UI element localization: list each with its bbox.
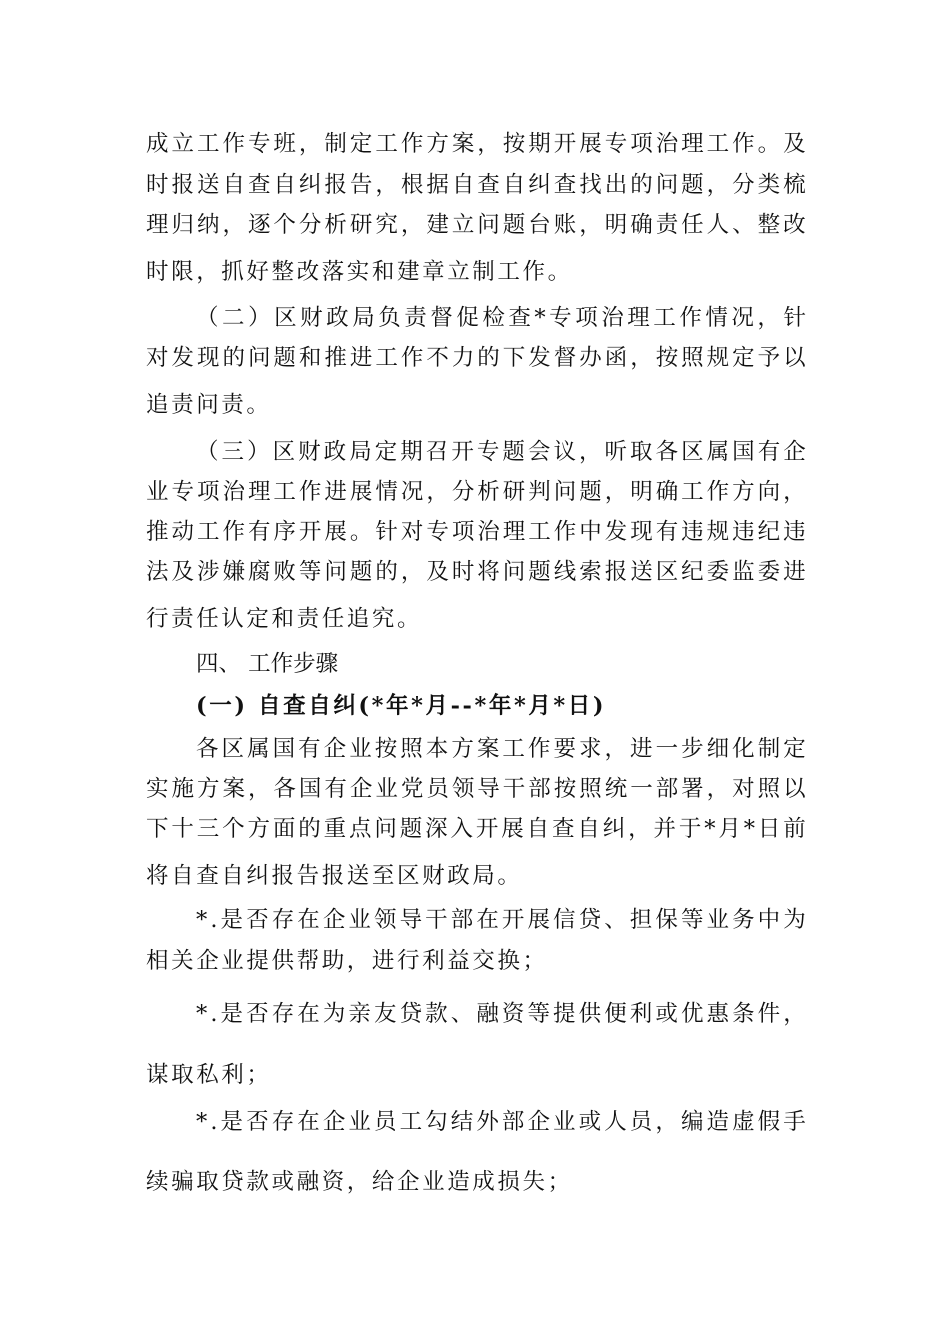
section-heading: 四、 工作步骤 [196, 651, 339, 677]
paragraph-line: 成 立 工 作 专 班 ， 制 定 工 作 方 案 ， 按 期 开 展 专 项 治 理 工 作 。 及 [146, 131, 806, 157]
section-subheading: (一) 自查自纠(*年*月--*年*月*日) [196, 693, 607, 719]
paragraph-line: 时限，抓好整改落实和建章立制工作。 [146, 259, 573, 285]
paragraph-line: 下 十 三 个 方 面 的 重 点 问 题 深 入 开 展 自 查 自 纠 ， 并 于 * 月 * 日 前 [146, 816, 806, 842]
paragraph-line: 时 报 送 自 查 自 纠 报 告 ， 根 据 自 查 自 纠 查 找 出 的 问 题 ， 分 类 梳 [146, 172, 806, 198]
paragraph-line: 谋取私利； [146, 1062, 272, 1088]
paragraph-line: （ 二 ） 区 财 政 局 负 责 督 促 检 查 * 专 项 治 理 工 作 情 况 ， 针 [196, 305, 806, 331]
paragraph-line: 法 及 涉 嫌 腐 败 等 问 题 的 ， 及 时 将 问 题 线 索 报 送 区 纪 委 监 委 进 [146, 559, 806, 585]
paragraph-line: （ 三 ） 区 财 政 局 定 期 召 开 专 题 会 议 ， 听 取 各 区 属 国 有 企 [196, 439, 806, 465]
paragraph-line: * . 是 否 存 在 企 业 员 工 勾 结 外 部 企 业 或 人 员 ， 编 造 虚 假 手 [196, 1109, 806, 1135]
paragraph-line: 理 归 纳 ， 逐 个 分 析 研 究 ， 建 立 问 题 台 账 ， 明 确 责 任 人 、 整 改 [146, 212, 806, 238]
paragraph-line: 推 动 工 作 有 序 开 展 。 针 对 专 项 治 理 工 作 中 发 现 有 违 规 违 纪 违 [146, 519, 806, 545]
paragraph-line: 将自查自纠报告报送至区财政局。 [146, 863, 523, 889]
paragraph-line: 各 区 属 国 有 企 业 按 照 本 方 案 工 作 要 求 ， 进 一 步 细 化 制 定 [196, 736, 806, 762]
paragraph-line: 行责任认定和责任追究。 [146, 606, 423, 632]
paragraph-line: 对 发 现 的 问 题 和 推 进 工 作 不 力 的 下 发 督 办 函 ， 按 照 规 定 予 以 [146, 345, 806, 371]
paragraph-line: 相关企业提供帮助，进行利益交换； [146, 948, 548, 974]
paragraph-line: * . 是 否 存 在 为 亲 友 贷 款 、 融 资 等 提 供 便 利 或 优 惠 条 件 ， [196, 1001, 806, 1027]
paragraph-line: 追责问责。 [146, 392, 272, 418]
paragraph-line: * . 是 否 存 在 企 业 领 导 干 部 在 开 展 信 贷 、 担 保 等 业 务 中 为 [196, 907, 806, 933]
paragraph-line: 续骗取贷款或融资，给企业造成损失； [146, 1169, 573, 1195]
paragraph-line: 业 专 项 治 理 工 作 进 展 情 况 ， 分 析 研 判 问 题 ， 明 确 工 作 方 向 ， [146, 479, 806, 505]
paragraph-line: 实 施 方 案 ， 各 国 有 企 业 党 员 领 导 干 部 按 照 统 一 部 署 ， 对 照 以 [146, 776, 806, 802]
